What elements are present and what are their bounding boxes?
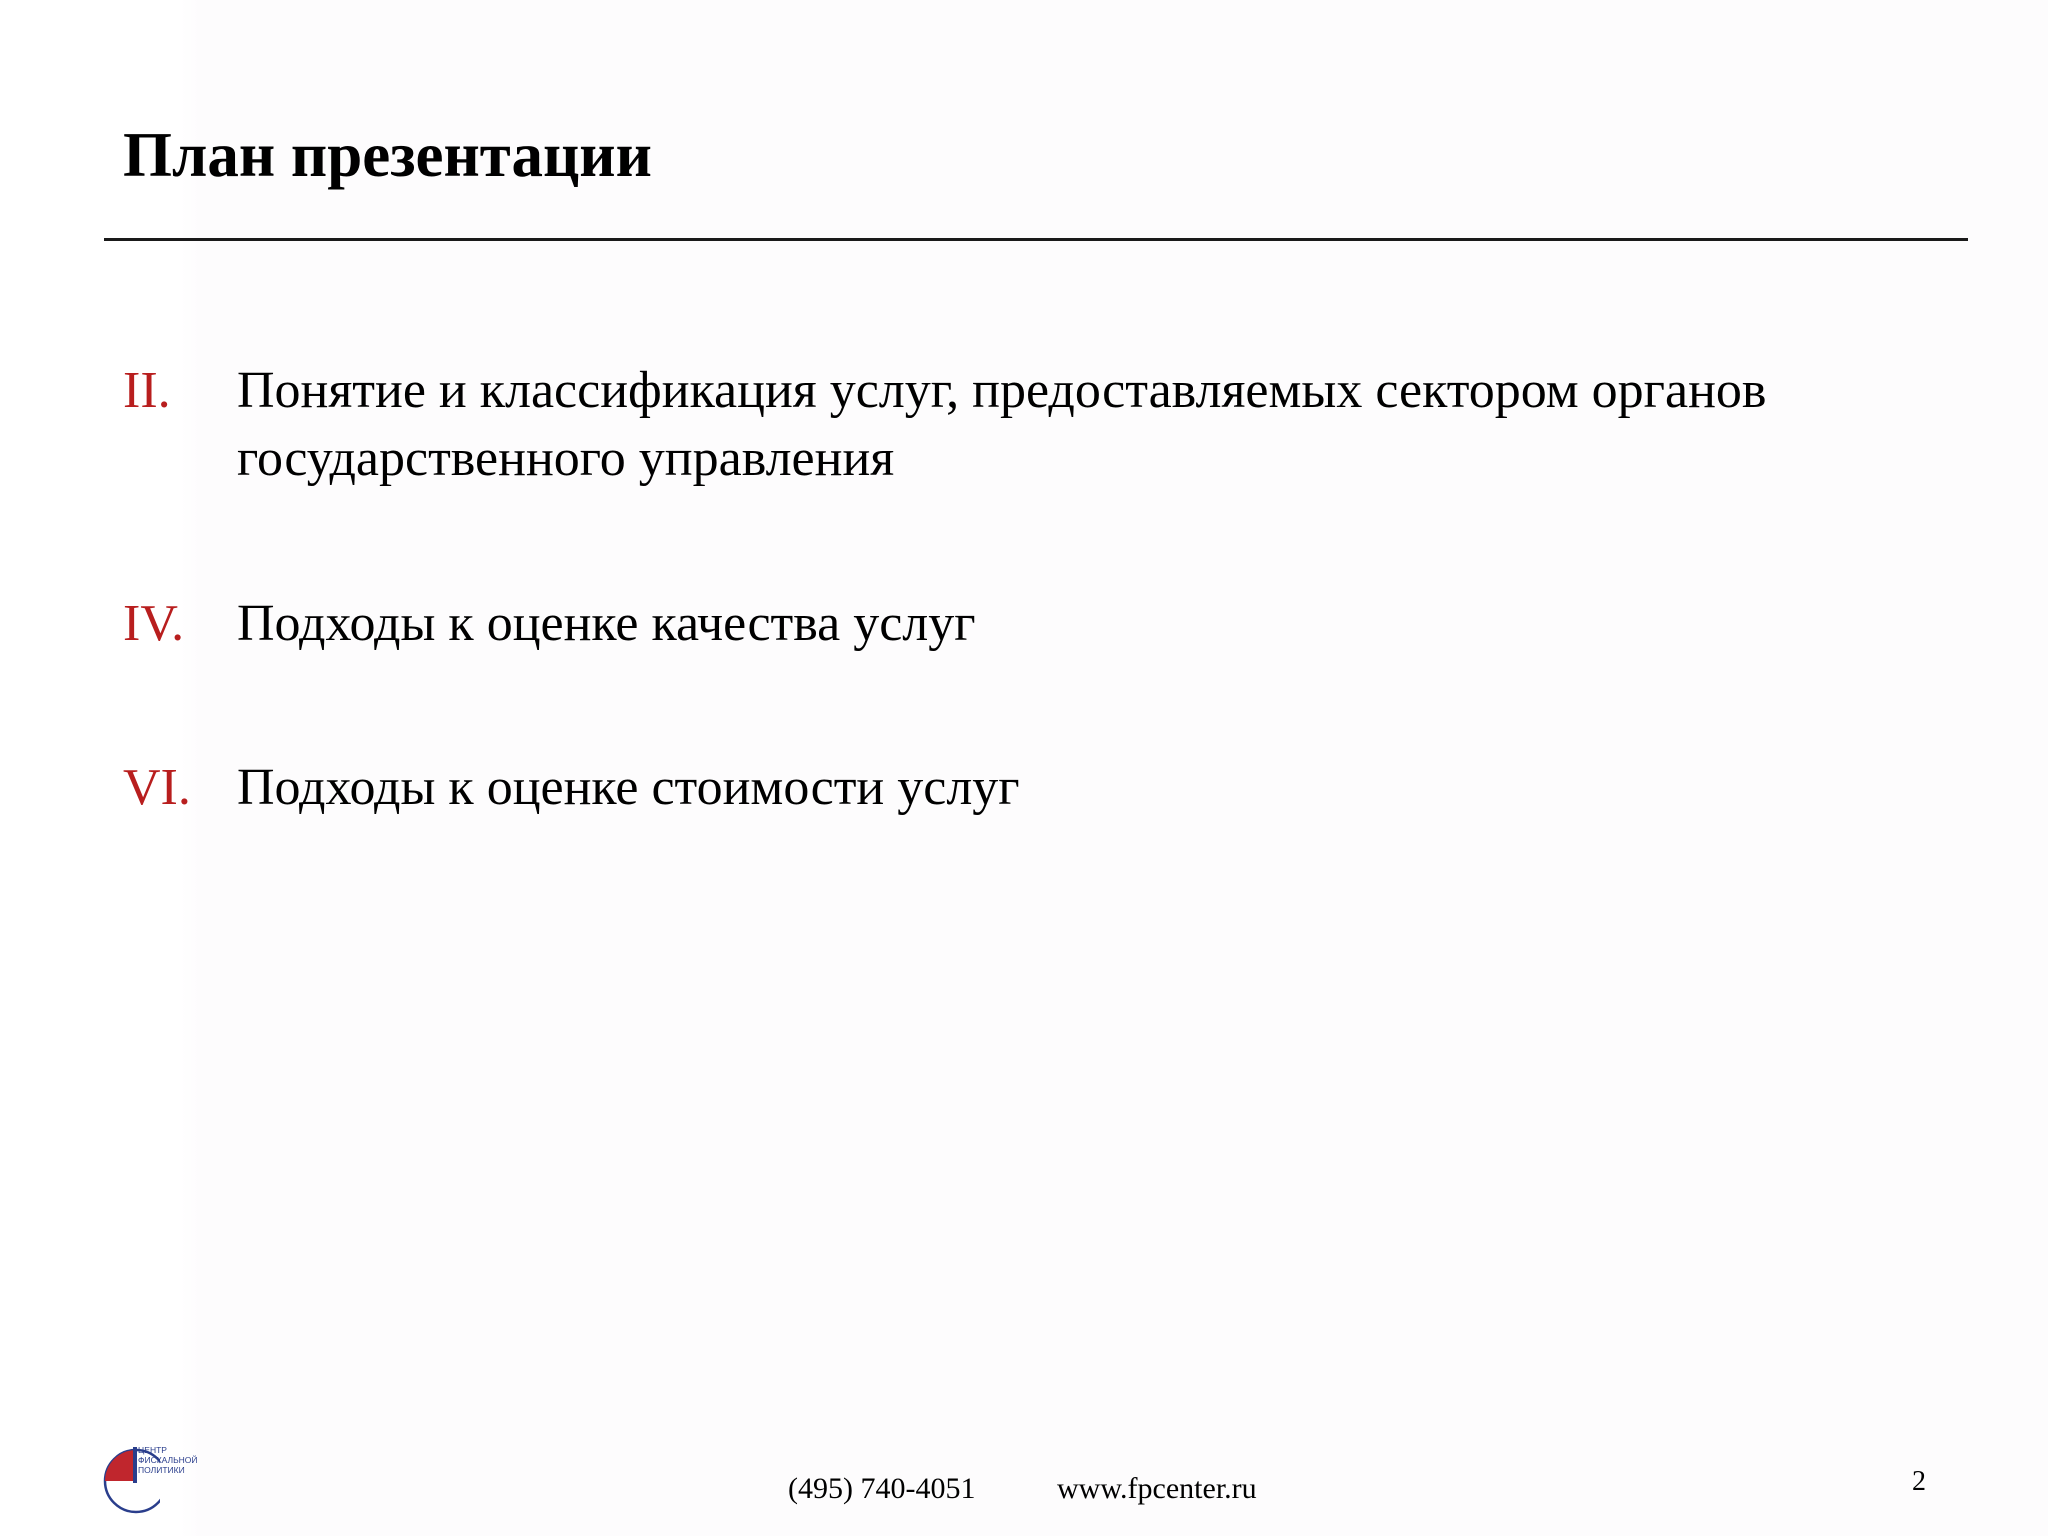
agenda-numeral: IV. [123, 595, 185, 652]
agenda-text: Подходы к оценке качества услуг [237, 595, 976, 652]
agenda-numeral: II. [123, 362, 171, 419]
organization-logo [100, 1435, 220, 1515]
page-number: 2 [1912, 1466, 1926, 1497]
logo-text-line: ФИСКАЛЬНОЙ [138, 1455, 198, 1465]
logo-text-line: ЦЕНТР [138, 1445, 167, 1455]
logo-text-line: ПОЛИТИКИ [138, 1465, 185, 1475]
logo-text [138, 1445, 198, 1475]
agenda-text: Понятие и классификация услуг, предоставляемых сектором органов государственного управления [237, 362, 1767, 487]
footer-phone: (495) 740-4051 [788, 1472, 976, 1505]
footer-website: www.fpcenter.ru [1057, 1472, 1257, 1505]
agenda-numeral: VI. [123, 759, 191, 816]
agenda-text: Подходы к оценке стоимости услуг [237, 759, 1020, 816]
slide-title: План презентации [123, 120, 652, 190]
